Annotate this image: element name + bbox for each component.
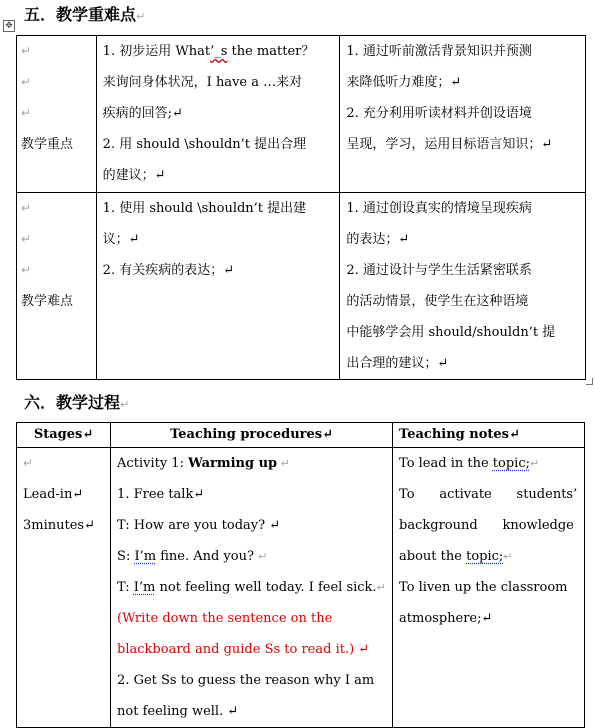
paragraph-mark: ↵ xyxy=(21,232,32,246)
strategy-line: 来降低听力难度；↵ xyxy=(346,75,462,90)
content-line: 议；↵ xyxy=(102,232,140,247)
table-row xyxy=(17,193,586,380)
procedures-cell xyxy=(111,448,393,728)
strategy-line: 2. 通过设计与学生生活紧密联系 xyxy=(346,263,532,278)
key-points-content-cell xyxy=(96,36,340,193)
difficult-points-strategy-cell xyxy=(340,193,586,380)
paragraph-mark: ↵ xyxy=(21,201,32,215)
strategy-line: 2. 充分利用听读材料并创设语境 xyxy=(346,106,532,121)
table-resize-handle[interactable] xyxy=(586,378,593,385)
header-procedures: Teaching procedures↵ xyxy=(111,423,393,448)
paragraph-mark: ↵ xyxy=(21,263,32,277)
teaching-process-table xyxy=(16,422,585,728)
stage-cell xyxy=(17,448,111,728)
procedure-line: 2. Get Ss to guess the reason why I am xyxy=(117,673,375,688)
note-line: To activate students’ xyxy=(399,487,578,502)
content-line: 2. 有关疾病的表达；↵ xyxy=(102,263,235,278)
procedure-line: T: How are you today? ↵ xyxy=(117,518,281,533)
note-line: atmosphere;↵ xyxy=(399,611,493,626)
section-5-heading xyxy=(24,2,145,25)
notes-cell xyxy=(393,448,585,728)
procedure-instruction: (Write down the sentence on the xyxy=(117,611,333,626)
procedure-line: 1. Free talk↵ xyxy=(117,487,205,502)
paragraph-mark: ↵ xyxy=(120,398,130,411)
content-line: 来询问身体状况，I have a …来对 xyxy=(102,75,303,90)
procedure-line: S: I’m fine. And you? ↵ xyxy=(117,549,268,564)
procedure-line: T: I’m not feeling well today. I feel sick.↵ xyxy=(117,580,386,595)
content-line: 的建议；↵ xyxy=(102,168,166,183)
note-line: To lead in the topic;↵ xyxy=(399,456,540,471)
table-row xyxy=(17,448,585,728)
difficult-points-content-cell xyxy=(96,193,340,380)
content-line: 疾病的回答;↵ xyxy=(102,106,183,121)
note-line: To liven up the classroom xyxy=(399,580,568,595)
header-stages: Stages↵ xyxy=(17,423,111,448)
table-header-row xyxy=(17,423,585,448)
strategy-line: 呈现，学习，运用目标语言知识；↵ xyxy=(346,137,553,152)
key-points-strategy-cell xyxy=(340,36,586,193)
content-line: 1. 初步运用 What’_s the matter？ xyxy=(102,44,315,59)
note-line: background knowledge xyxy=(399,518,574,533)
table-move-handle-icon[interactable]: ✥ xyxy=(3,20,15,32)
key-points-label: 教学重点 xyxy=(21,137,74,152)
difficult-points-label: 教学难点 xyxy=(21,294,74,309)
content-line: 1. 使用 should \shouldn’t 提出建 xyxy=(102,201,307,216)
paragraph-mark: ↵ xyxy=(136,10,146,23)
activity-title: Activity 1: Warming up ↵ xyxy=(117,456,290,471)
key-points-table xyxy=(16,35,586,380)
stage-duration: 3minutes↵ xyxy=(23,518,95,533)
strategy-line: 1. 通过创设真实的情境呈现疾病 xyxy=(346,201,532,216)
section-6-heading xyxy=(24,390,129,413)
strategy-line: 的表达；↵ xyxy=(346,232,410,247)
key-points-label-cell xyxy=(17,36,97,193)
strategy-line: 出合理的建议；↵ xyxy=(346,356,449,371)
section-5-title: 五．教学重难点 xyxy=(24,5,137,24)
section-6-title: 六．教学过程 xyxy=(24,393,121,412)
strategy-line: 中能够学会用 should/shouldn’t 提 xyxy=(346,325,556,340)
difficult-points-label-cell xyxy=(17,193,97,380)
strategy-line: 的活动情景，使学生在这种语境 xyxy=(346,294,529,309)
paragraph-mark: ↵ xyxy=(23,456,34,470)
note-line: about the topic;↵ xyxy=(399,549,513,564)
table-row xyxy=(17,36,586,193)
paragraph-mark: ↵ xyxy=(21,106,32,120)
procedure-instruction: blackboard and guide Ss to read it.) ↵ xyxy=(117,642,370,657)
header-notes: Teaching notes↵ xyxy=(393,423,585,448)
content-line: 2. 用 should \shouldn’t 提出合理 xyxy=(102,137,307,152)
procedure-line: not feeling well. ↵ xyxy=(117,704,239,719)
paragraph-mark: ↵ xyxy=(21,75,32,89)
stage-name: Lead-in↵ xyxy=(23,487,84,502)
strategy-line: 1. 通过听前激活背景知识并预测 xyxy=(346,44,532,59)
paragraph-mark: ↵ xyxy=(21,44,32,58)
